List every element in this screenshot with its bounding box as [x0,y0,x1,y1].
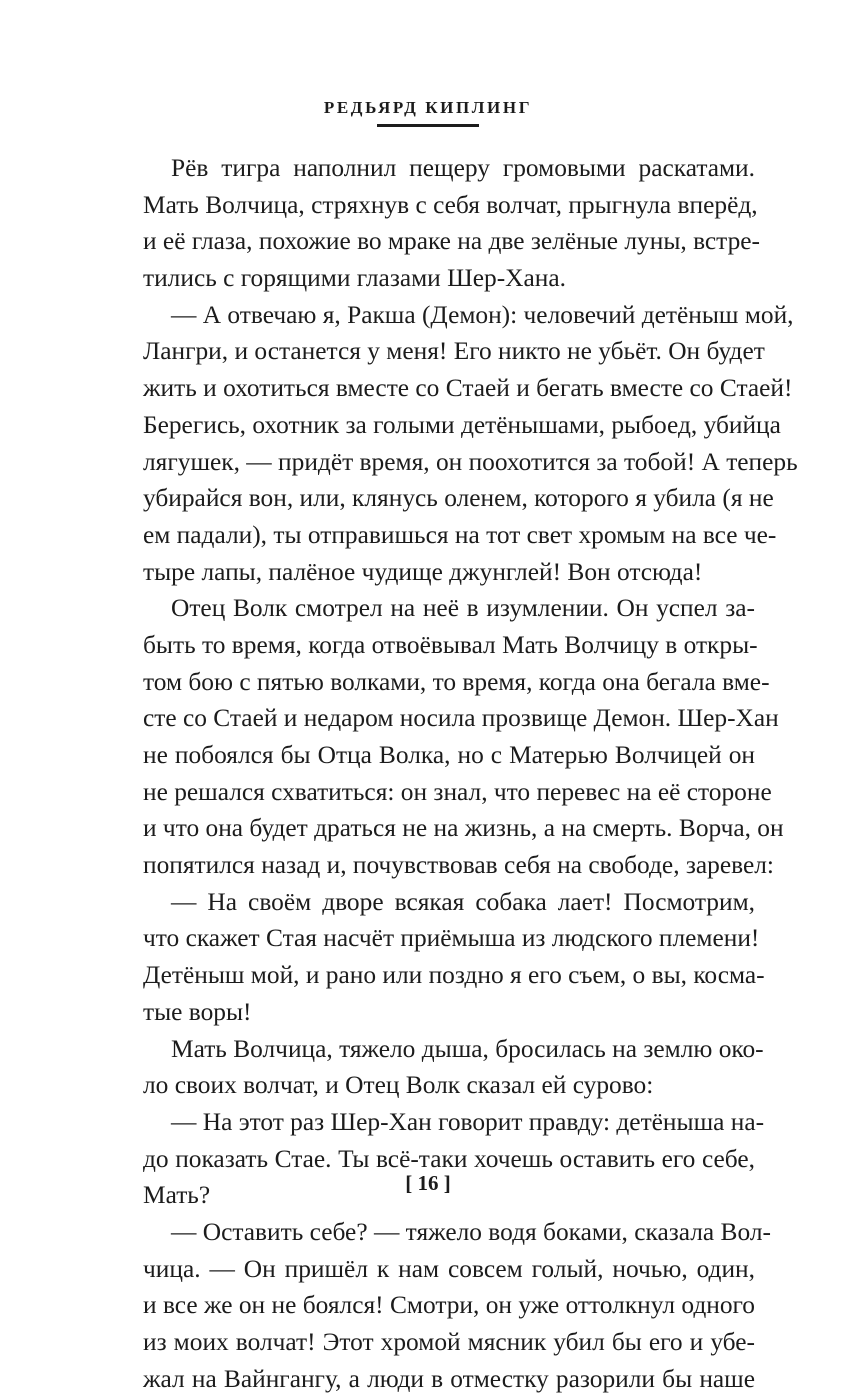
text-line: и что она будет драться не на жизнь, а на смерть. Ворча, он [143,814,784,843]
text-line: из моих волчат! Этот хромой мясник убил бы его и убе- [143,1328,755,1356]
text-line: том бою с пятью волками, то время, когда она бегала вме- [143,667,770,696]
running-title: РЕДЬЯРД КИПЛИНГ [323,98,533,117]
text-line: убирайся вон, или, клянусь оленем, которого я убила (я не [143,484,774,513]
text-line: ло своих волчат, и Отец Волк сказал ей сурово: [143,1071,654,1100]
text-line: лягушек, — придёт время, он поохотится за тобой! А теперь [143,447,798,476]
text-line: — Оставить себе? — тяжело водя боками, сказала Вол- [171,1217,771,1246]
text-line: попятился назад и, почувствовав себя на свободе, заревел: [143,851,774,880]
text-line: тые воры! [143,997,252,1026]
text-line: Детёныш мой, и рано или поздно я его съем, о вы, косма- [143,961,765,990]
text-line: — А отвечаю я, Ракша (Демон): человечий детёныш мой, [171,300,794,329]
text-line: и все же он не боялся! Смотри, он уже оттолкнул одного [143,1291,755,1320]
text-line: — На своём дворе всякая собака лает! Посмотрим, [171,887,755,916]
text-line: Рёв тигра наполнил пещеру громовыми раскатами. [171,154,755,182]
text-line: Мать Волчица, тяжело дыша, бросилась на землю око- [171,1034,764,1063]
text-line: ем падали), ты отправишься на тот свет хромым на все че- [143,520,777,549]
text-line: сте со Стаей и недаром носила прозвище Демон. Шер-Хан [143,704,779,733]
page-number: [ 16 ] [405,1171,451,1195]
text-line: до показать Стае. Ты всё-таки хочешь оставить его себе, [143,1144,755,1173]
running-head [0,96,856,127]
text-line: и её глаза, похожие во мраке на две зелёные луны, встре- [143,227,761,256]
text-line: Лангри, и останется у меня! Его никто не убьёт. Он будет [143,337,765,366]
text-line: — На этот раз Шер-Хан говорит правду: детёныша на- [171,1107,765,1136]
text-line: Мать? [143,1181,211,1210]
header-rule [377,124,479,127]
text-line: тыре лапы, палёное чудище джунглей! Вон отсюда! [143,557,703,586]
text-line: что скажет Стая насчёт приёмыша из людского племени! [143,924,760,953]
text-line: Отец Волк смотрел на неё в изумлении. Он успел за- [171,594,755,623]
text-line: Берегись, охотник за голыми детёнышами, рыбоед, убийца [143,410,781,439]
text-line: жить и охотиться вместе со Стаей и бегать вместе со Стаей! [143,374,793,403]
text-line: жал на Вайнгангу, а люди в отместку разорили бы наше [143,1364,755,1393]
text-line: быть то время, когда отвоёвывал Мать Волчицу в откры- [143,630,758,659]
text-line: не побоялся бы Отца Волка, но с Матерью Волчицей он [143,741,755,769]
text-line: чица. — Он пришёл к нам совсем голый, ночью, один, [143,1254,755,1283]
text-line: тились с горящими глазами Шер-Хана. [143,264,566,293]
text-line: не решался схватиться: он знал, что перевес на её стороне [143,777,772,806]
text-line: Мать Волчица, стряхнув с себя волчат, прыгнула вперёд, [143,190,758,219]
body-text [143,150,798,1397]
